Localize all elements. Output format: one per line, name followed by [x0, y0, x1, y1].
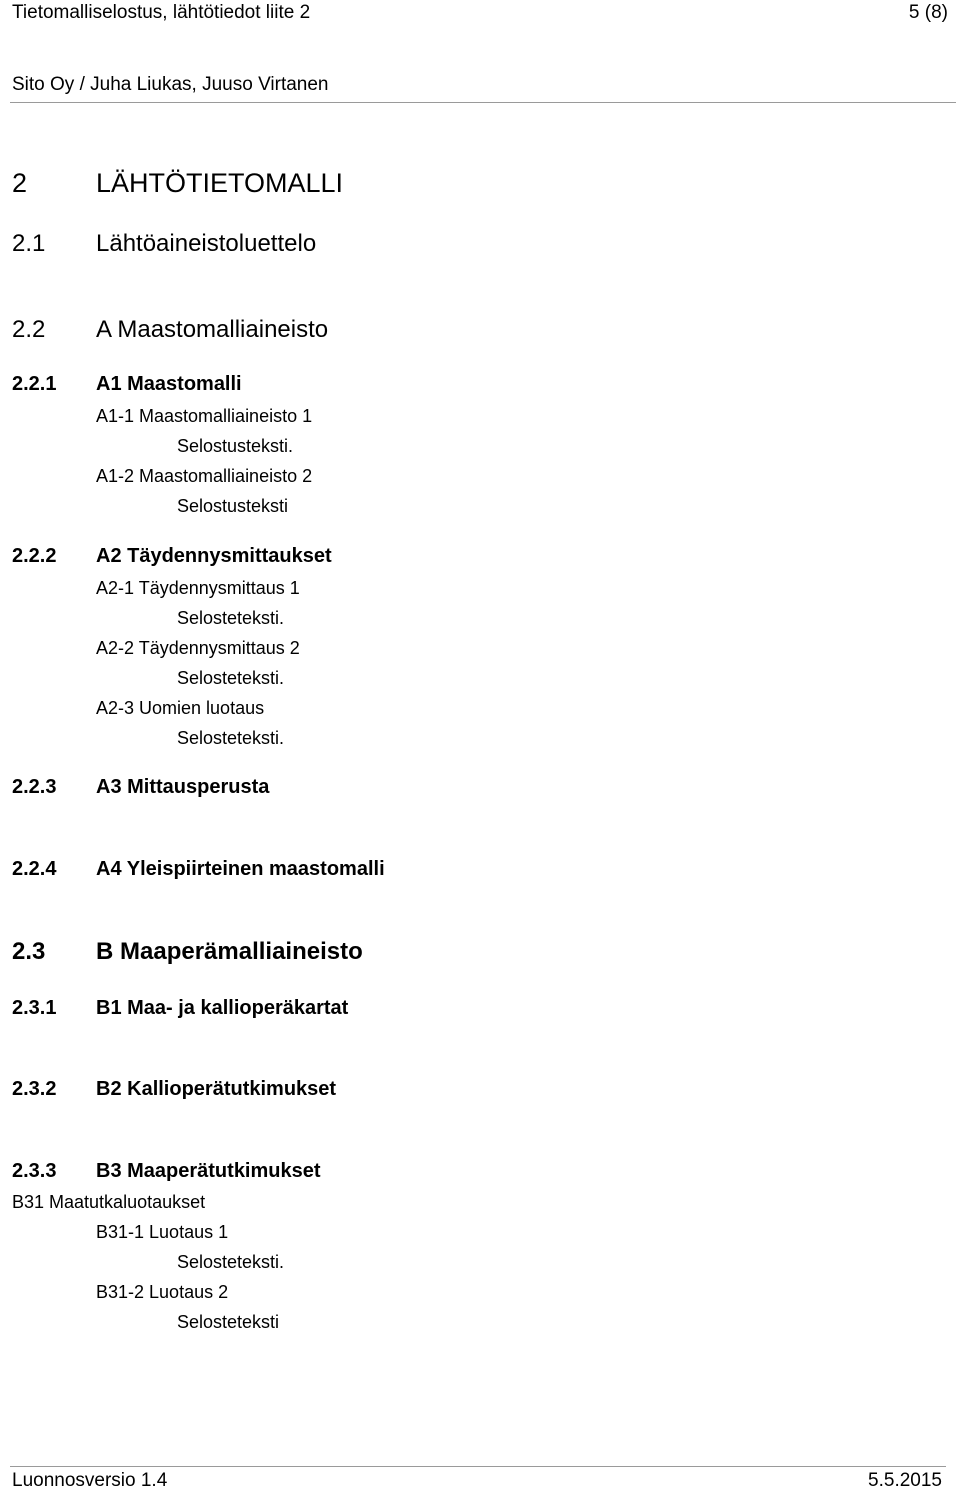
heading-title: LÄHTÖTIETOMALLI: [96, 168, 344, 198]
heading-number: 2.3: [12, 938, 46, 965]
item-a2-2: A2-2 Täydennysmittaus 2: [96, 638, 300, 658]
heading-title: A Maastomalliaineisto: [96, 316, 329, 343]
document-title: Tietomalliselostus, lähtötiedot liite 2: [12, 2, 311, 23]
item-b31-1-description: Selosteteksti.: [177, 1252, 285, 1272]
heading-number: 2.2.2: [12, 545, 57, 567]
heading-title: A1 Maastomalli: [96, 373, 242, 395]
item-a2-2-description: Selosteteksti.: [177, 668, 285, 688]
heading-title: B1 Maa- ja kallioperäkartat: [96, 997, 349, 1019]
header-rule: [10, 102, 956, 103]
item-a1-1: A1-1 Maastomalliaineisto 1: [96, 406, 313, 426]
heading-title: Lähtöaineistoluettelo: [96, 230, 317, 257]
item-a2-1-description: Selosteteksti.: [177, 608, 285, 628]
page-number: 5 (8): [908, 2, 948, 23]
document-authors: Sito Oy / Juha Liukas, Juuso Virtanen: [12, 74, 329, 95]
heading-number: 2.2.1: [12, 373, 57, 395]
item-b31: B31 Maatutkaluotaukset: [12, 1192, 206, 1212]
heading-number: 2.2.3: [12, 776, 57, 798]
heading-number: 2.3.1: [12, 997, 57, 1019]
heading-title: B2 Kallioperätutkimukset: [96, 1078, 337, 1100]
item-b31-1: B31-1 Luotaus 1: [96, 1222, 229, 1242]
heading-number: 2.1: [12, 230, 46, 257]
item-a1-2: A1-2 Maastomalliaineisto 2: [96, 466, 313, 486]
footer-rule: [10, 1466, 946, 1467]
item-b31-2-description: Selosteteksti: [177, 1312, 280, 1332]
item-a1-1-description: Selostusteksti.: [177, 436, 294, 456]
footer-version: Luonnosversio 1.4: [12, 1470, 168, 1491]
heading-title: A3 Mittausperusta: [96, 776, 270, 798]
heading-number: 2: [12, 168, 28, 198]
item-a2-3: A2-3 Uomien luotaus: [96, 698, 265, 718]
heading-number: 2.2: [12, 316, 46, 343]
item-a2-3-description: Selosteteksti.: [177, 728, 285, 748]
heading-title: A4 Yleispiirteinen maastomalli: [96, 858, 385, 880]
heading-title: B3 Maaperätutkimukset: [96, 1160, 321, 1182]
heading-number: 2.3.3: [12, 1160, 57, 1182]
heading-number: 2.2.4: [12, 858, 57, 880]
item-b31-2: B31-2 Luotaus 2: [96, 1282, 229, 1302]
heading-number: 2.3.2: [12, 1078, 57, 1100]
footer-date: 5.5.2015: [868, 1470, 942, 1491]
item-a1-2-description: Selostusteksti: [177, 496, 289, 516]
heading-title: A2 Täydennysmittaukset: [96, 545, 332, 567]
item-a2-1: A2-1 Täydennysmittaus 1: [96, 578, 300, 598]
heading-title: B Maaperämalliaineisto: [96, 938, 363, 965]
